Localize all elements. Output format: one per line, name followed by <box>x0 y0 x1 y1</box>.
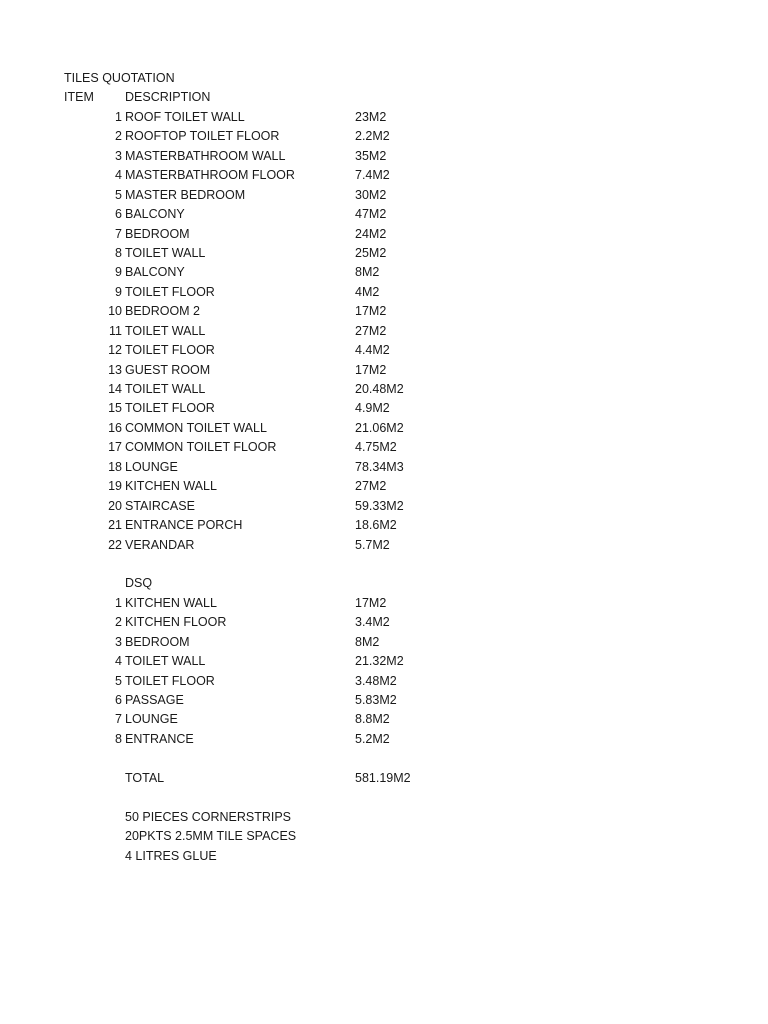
item-quantity: 30M2 <box>355 187 387 202</box>
item-number: 5 <box>115 187 122 202</box>
item-number: 6 <box>115 207 122 222</box>
item-description: ENTRANCE PORCH <box>125 518 243 533</box>
table-row <box>0 652 768 671</box>
item-quantity: 27M2 <box>355 323 387 338</box>
item-description: BEDROOM <box>125 226 190 241</box>
table-row <box>0 302 768 321</box>
item-description: LOUNGE <box>125 459 178 474</box>
total-row <box>0 769 768 788</box>
table-row <box>0 244 768 263</box>
item-number: 14 <box>108 382 122 396</box>
table-row <box>0 147 768 166</box>
item-description: TOILET WALL <box>125 323 206 338</box>
table-row <box>0 497 768 516</box>
blank-row <box>0 788 768 807</box>
table-row <box>0 283 768 302</box>
table-row <box>0 613 768 632</box>
item-description: TOILET FLOOR <box>125 343 215 358</box>
item-quantity: 8M2 <box>355 265 380 280</box>
table-row <box>0 263 768 282</box>
item-quantity: 20.48M2 <box>355 382 404 396</box>
dsq-items-list <box>0 594 768 750</box>
blank-row <box>0 749 768 768</box>
item-number: 8 <box>115 245 122 260</box>
item-quantity: 2.2M2 <box>355 129 390 144</box>
item-description: TOILET WALL <box>125 382 206 396</box>
item-quantity: 17M2 <box>355 304 387 319</box>
extra-item-row <box>0 847 768 866</box>
table-row <box>0 399 768 418</box>
table-row <box>0 672 768 691</box>
item-quantity: 47M2 <box>355 207 387 222</box>
item-number: 9 <box>115 265 122 280</box>
extra-item-row <box>0 827 768 846</box>
item-description: BALCONY <box>125 265 185 280</box>
extras-list <box>0 808 768 866</box>
total-value: 581.19M2 <box>355 770 411 785</box>
item-number: 2 <box>115 129 122 144</box>
item-description: TOILET WALL <box>125 245 206 260</box>
item-number: 15 <box>108 401 122 416</box>
item-number: 4 <box>115 168 122 183</box>
item-description: STAIRCASE <box>125 498 195 513</box>
item-description: ROOF TOILET WALL <box>125 109 245 124</box>
item-quantity: 7.4M2 <box>355 168 390 183</box>
item-quantity: 4M2 <box>355 284 380 299</box>
item-description: COMMON TOILET WALL <box>125 420 267 435</box>
item-description: MASTERBATHROOM WALL <box>125 148 286 163</box>
item-description: LOUNGE <box>125 712 178 727</box>
item-number: 9 <box>115 284 122 299</box>
table-row <box>0 730 768 749</box>
item-description: BALCONY <box>125 207 185 222</box>
item-quantity: 5.2M2 <box>355 731 390 746</box>
table-row <box>0 108 768 127</box>
item-quantity: 4.75M2 <box>355 440 397 455</box>
item-number: 7 <box>115 226 122 241</box>
table-row <box>0 536 768 555</box>
extra-item: 50 PIECES CORNERSTRIPS <box>125 809 292 824</box>
table-row <box>0 594 768 613</box>
table-row <box>0 438 768 457</box>
item-number: 2 <box>115 615 122 630</box>
item-quantity: 5.83M2 <box>355 693 397 707</box>
item-description: BEDROOM <box>125 634 190 649</box>
header-row <box>0 88 768 107</box>
table-row <box>0 419 768 438</box>
table-row <box>0 361 768 380</box>
table-row <box>0 633 768 652</box>
item-number: 8 <box>115 731 122 746</box>
sheet-title: TILES QUOTATION <box>64 71 175 85</box>
title-row <box>0 69 768 88</box>
item-number: 7 <box>115 712 122 727</box>
table-row <box>0 458 768 477</box>
table-row <box>0 166 768 185</box>
item-quantity: 35M2 <box>355 148 387 163</box>
table-row <box>0 477 768 496</box>
table-row <box>0 225 768 244</box>
item-number: 4 <box>115 654 122 669</box>
main-items-list <box>0 108 768 555</box>
item-number: 3 <box>115 148 122 163</box>
item-number: 1 <box>115 109 122 124</box>
description-column-header: DESCRIPTION <box>125 90 211 105</box>
table-row <box>0 691 768 710</box>
spreadsheet-sheet <box>0 69 768 866</box>
table-row <box>0 380 768 399</box>
item-description: ROOFTOP TOILET FLOOR <box>125 129 280 144</box>
item-quantity: 3.4M2 <box>355 615 390 630</box>
item-quantity: 27M2 <box>355 479 387 494</box>
extra-item: 20PKTS 2.5MM TILE SPACES <box>125 829 297 844</box>
item-description: BEDROOM 2 <box>125 304 201 319</box>
item-number: 3 <box>115 634 122 649</box>
item-number: 21 <box>108 518 122 533</box>
item-number: 22 <box>108 537 122 552</box>
item-number: 17 <box>108 440 122 455</box>
item-description: MASTERBATHROOM FLOOR <box>125 168 295 183</box>
item-number: 12 <box>108 343 122 358</box>
total-label: TOTAL <box>125 770 165 785</box>
extra-item: 4 LITRES GLUE <box>125 848 217 863</box>
item-number: 16 <box>108 420 122 435</box>
item-number: 13 <box>108 362 122 377</box>
item-quantity: 59.33M2 <box>355 498 404 513</box>
item-description: KITCHEN WALL <box>125 595 217 610</box>
item-description: KITCHEN WALL <box>125 479 217 494</box>
item-quantity: 24M2 <box>355 226 387 241</box>
table-row <box>0 186 768 205</box>
item-description: KITCHEN FLOOR <box>125 615 227 630</box>
item-quantity: 8M2 <box>355 634 380 649</box>
item-quantity: 8.8M2 <box>355 712 390 727</box>
item-description: GUEST ROOM <box>125 362 211 377</box>
item-quantity: 4.4M2 <box>355 343 390 358</box>
dsq-heading: DSQ <box>125 576 153 591</box>
item-description: ENTRANCE <box>125 731 194 746</box>
item-quantity: 17M2 <box>355 595 387 610</box>
item-quantity: 18.6M2 <box>355 518 397 533</box>
item-description: MASTER BEDROOM <box>125 187 246 202</box>
item-description: TOILET FLOOR <box>125 673 215 688</box>
item-number: 10 <box>108 304 122 319</box>
item-quantity: 3.48M2 <box>355 673 397 688</box>
item-number: 5 <box>115 673 122 688</box>
table-row <box>0 516 768 535</box>
item-number: 1 <box>115 595 122 610</box>
item-description: VERANDAR <box>125 537 195 552</box>
item-number: 11 <box>109 323 122 338</box>
table-row <box>0 205 768 224</box>
item-quantity: 78.34M3 <box>355 459 404 474</box>
table-row <box>0 341 768 360</box>
item-quantity: 5.7M2 <box>355 537 390 552</box>
item-description: TOILET FLOOR <box>125 401 215 416</box>
item-description: PASSAGE <box>125 693 184 707</box>
table-row <box>0 710 768 729</box>
table-row <box>0 127 768 146</box>
item-number: 20 <box>108 498 122 513</box>
item-number: 6 <box>115 693 122 707</box>
item-number: 19 <box>108 479 122 494</box>
item-quantity: 23M2 <box>355 109 387 124</box>
dsq-heading-row <box>0 574 768 593</box>
item-quantity: 4.9M2 <box>355 401 390 416</box>
item-description: COMMON TOILET FLOOR <box>125 440 277 455</box>
table-row <box>0 322 768 341</box>
item-quantity: 21.06M2 <box>355 420 404 435</box>
item-description: TOILET WALL <box>125 654 206 669</box>
blank-row <box>0 555 768 574</box>
item-quantity: 17M2 <box>355 362 387 377</box>
item-column-header: ITEM <box>64 90 94 105</box>
extra-item-row <box>0 808 768 827</box>
item-quantity: 21.32M2 <box>355 654 404 669</box>
item-number: 18 <box>108 459 122 474</box>
item-description: TOILET FLOOR <box>125 284 215 299</box>
item-quantity: 25M2 <box>355 245 387 260</box>
